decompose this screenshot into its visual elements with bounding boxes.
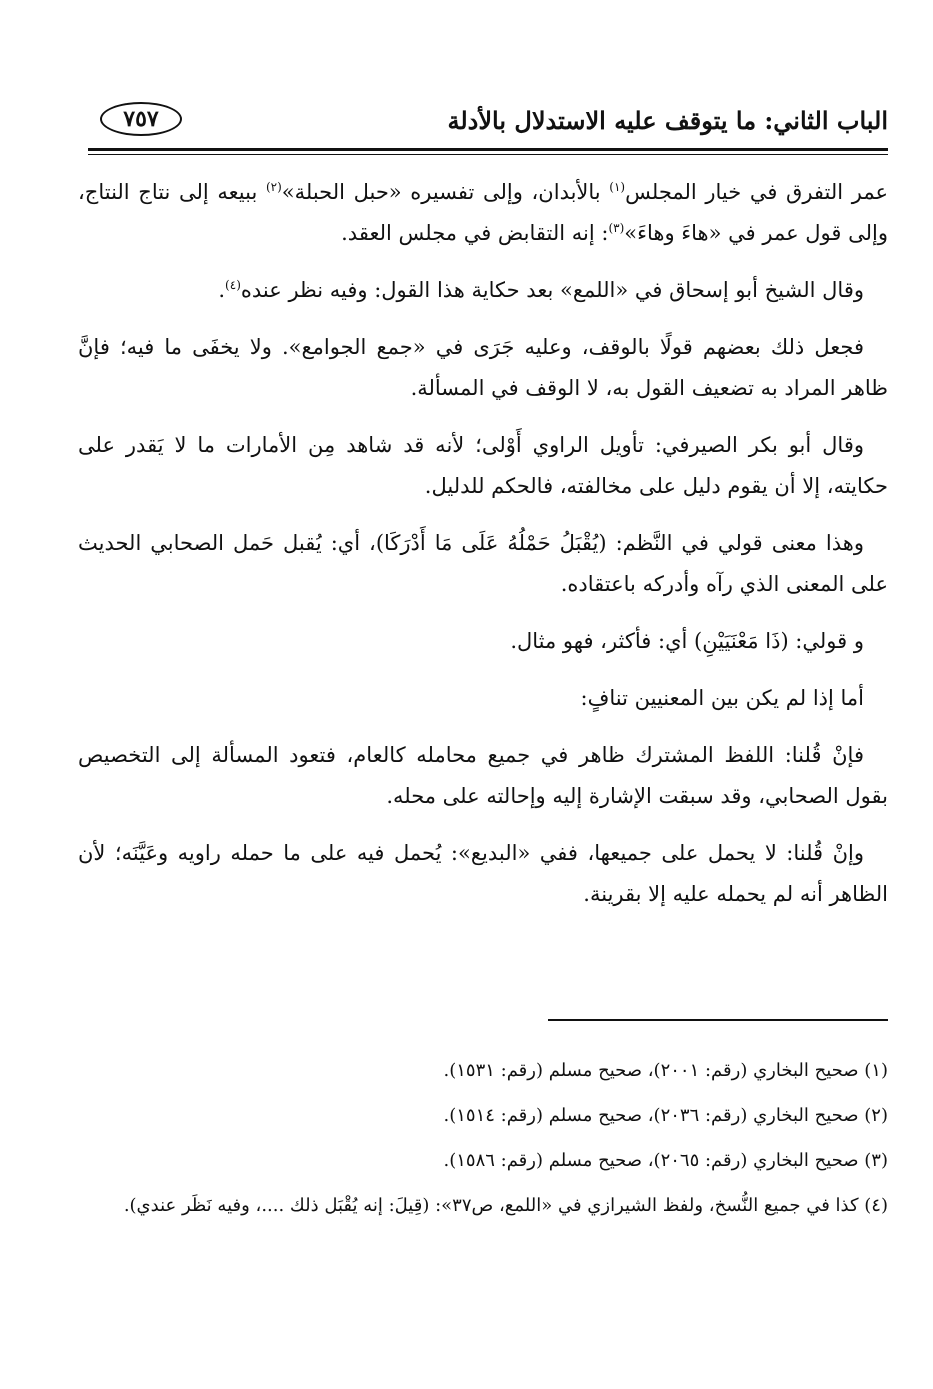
footnote-ref-1: (١) <box>609 180 626 194</box>
paragraph-8: فإنْ قُلنا: اللفظ المشترك ظاهر في جميع محامله كالعام، فتعود المسألة إلى التخصيص بقول الصحابي، وقد سبقت الإشارة إليه وإحالته على محله. <box>78 743 888 808</box>
footnote-separator <box>548 1019 888 1021</box>
paragraph-6: و قولي: (ذَا مَعْنَيَيْنِ) أي: فأكثر، فهو مثال. <box>510 629 864 653</box>
paragraph-1-part-b: بالأبدان، وإلى تفسيره «حبل الحبلة» <box>281 180 610 204</box>
page-number: ٧٥٧ <box>100 102 182 136</box>
chapter-title: الباب الثاني: ما يتوقف عليه الاستدلال بالأدلة <box>447 106 888 135</box>
header-rule-thin <box>88 154 888 155</box>
footnote-ref-2: (٢) <box>265 180 282 194</box>
footnote-ref-3: (٣) <box>608 221 625 235</box>
paragraph-2 <box>78 270 888 311</box>
paragraph-2-part-b: . <box>218 278 226 302</box>
paragraph-1-part-d: : إنه التقابض في مجلس العقد. <box>341 221 609 245</box>
footnote-1: (١) صحيح البخاري (رقم: ٢٠٠١)، صحيح مسلم (رقم: ١٥٣١). <box>443 1060 888 1081</box>
header-rule-thick <box>88 148 888 151</box>
paragraph-9: وإنْ قُلنا: لا يحمل على جميعها، ففي «البديع»: يُحمل فيه على ما حمله راويه وعَيَّنَه؛ لأن الظاهر أنه لم يحمله عليه إلا بقرينة. <box>78 841 888 906</box>
paragraph-4: وقال أبو بكر الصيرفي: تأويل الراوي أَوْلى؛ لأنه قد شاهد مِن الأمارات ما لا يَقدر على حكايته، إلا أن يقوم دليل على مخالفته، فالحكم للدليل. <box>78 433 888 498</box>
footnote-2: (٢) صحيح البخاري (رقم: ٢٠٣٦)، صحيح مسلم (رقم: ١٥١٤). <box>443 1105 888 1126</box>
paragraph-3: فجعل ذلك بعضهم قولًا بالوقف، وعليه جَرَى في «جمع الجوامع». ولا يخفَى ما فيه؛ فإنَّ ظاهر المراد به تضعيف القول به، لا الوقف في المسألة. <box>78 335 888 400</box>
footnotes <box>78 1052 888 1232</box>
paragraph-1-part-a: عمر التفرق في خيار المجلس <box>625 180 888 204</box>
paragraph-5: وهذا معنى قولي في النَّظم: (يُقْبَلُ حَمْلُهُ عَلَى مَا أَدْرَكَا)، أي: يُقبل حَمل الصحابي الحديث على المعنى الذي رآه وأدركه باعتقاده. <box>78 531 888 596</box>
main-text <box>78 172 888 931</box>
paragraph-2-part-a: وقال الشيخ أبو إسحاق في «اللمع» بعد حكاية هذا القول: وفيه نظر عنده <box>240 278 864 302</box>
running-header <box>88 100 888 148</box>
footnote-ref-4: (٤) <box>225 278 241 292</box>
paragraph-7: أما إذا لم يكن بين المعنيين تنافٍ: <box>580 686 864 710</box>
paragraph-1 <box>78 172 888 254</box>
paragraph-1-part-c: ببيعه إلى نتاج النتاج، وإلى قول عمر في «هاءَ وهاءَ» <box>78 180 888 245</box>
footnote-4: (٤) كذا في جميع النُّسخ، ولفظ الشيرازي في «اللمع، ص٣٧»: (قِيلَ: إنه يُقْبَل ذلك ....، وفيه نَظَر عندي). <box>123 1195 888 1216</box>
footnote-3: (٣) صحيح البخاري (رقم: ٢٠٦٥)، صحيح مسلم (رقم: ١٥٨٦). <box>443 1150 888 1171</box>
